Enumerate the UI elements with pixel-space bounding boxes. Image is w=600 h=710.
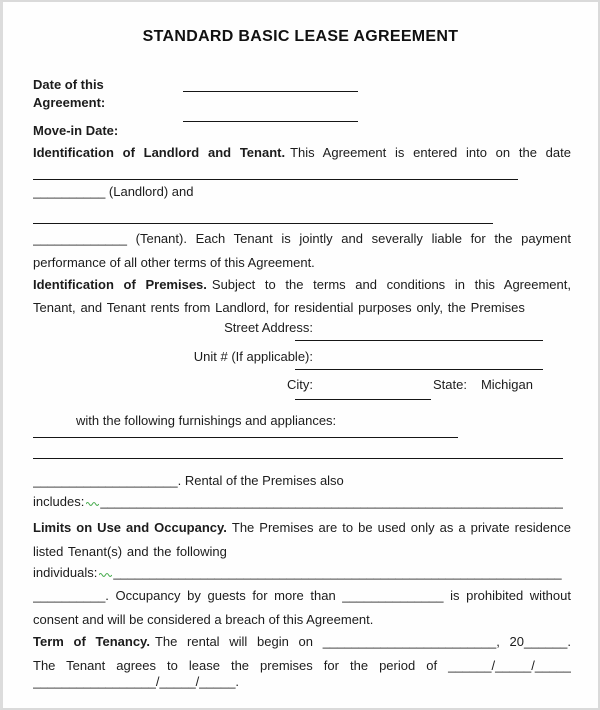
city-label: City: xyxy=(287,377,313,392)
term-heading: Term of Tenancy. xyxy=(33,634,150,649)
term-period-line: The Tenant agrees to lease the premises for the period of ______/_____/_____ xyxy=(33,658,571,673)
spellcheck-squiggle-icon xyxy=(99,564,112,582)
street-address-label: Street Address: xyxy=(224,320,313,335)
furnishings-blank-line-1 xyxy=(33,437,458,438)
date-of-agreement-label-line2: Agreement: xyxy=(33,95,106,110)
landlord-tenant-intro-line xyxy=(33,144,571,163)
premises-intro-text: Subject to the terms and conditions in this Agreement, xyxy=(211,277,571,292)
rental-premises-line: ____________________. Rental of the Premises also xyxy=(33,473,344,488)
date-of-agreement-label-line1: Date of this xyxy=(33,77,104,92)
state-row xyxy=(433,376,533,395)
includes-blank: ________________________________________________________________ xyxy=(100,494,564,509)
consent-line: consent and will be considered a breach of this Agreement. xyxy=(33,612,374,627)
landlord-line: __________ (Landlord) and xyxy=(33,184,194,199)
landlord-tenant-intro: This Agreement is entered into on the date xyxy=(290,145,571,160)
spellcheck-squiggle-icon xyxy=(86,493,99,511)
agreement-date-blank-line xyxy=(183,91,358,92)
premises-heading: Identification of Premises. xyxy=(33,277,207,292)
individuals-blank: ______________________________________________________________ xyxy=(113,565,562,580)
move-in-date-blank-line xyxy=(183,121,358,122)
unit-blank-line xyxy=(295,369,543,370)
street-address-blank-line xyxy=(295,340,543,341)
premises-intro-line1 xyxy=(33,276,571,295)
includes-label: includes: xyxy=(33,494,85,509)
furnishings-blank-line-2 xyxy=(33,458,563,459)
city-blank-line xyxy=(295,399,431,400)
landlord-name-blank-line xyxy=(33,179,518,180)
page-title: STANDARD BASIC LEASE AGREEMENT xyxy=(142,28,459,45)
move-in-date-label: Move-in Date: xyxy=(33,123,119,138)
occupancy-line1-text: The Premises are to be used only as a private residence xyxy=(231,520,571,535)
term-period-line2: _________________/_____/_____. xyxy=(33,674,240,689)
occupancy-line1 xyxy=(33,519,571,538)
term-line1 xyxy=(33,633,571,652)
tenant-line: _____________ (Tenant). Each Tenant is jointly and severally liable for the payment xyxy=(33,231,571,246)
occupancy-heading: Limits on Use and Occupancy. xyxy=(33,520,227,535)
guests-line: __________. Occupancy by guests for more than ______________ is prohibited without xyxy=(33,588,571,603)
state-value: Michigan xyxy=(480,377,533,392)
occupancy-line2: listed Tenant(s) and the following xyxy=(33,544,227,559)
unit-label: Unit # (If applicable): xyxy=(193,349,313,364)
furnishings-intro-line: with the following furnishings and appliances: xyxy=(76,413,337,428)
performance-line: performance of all other terms of this Agreement. xyxy=(33,255,315,270)
state-label: State: xyxy=(433,377,467,392)
premises-intro-line2: Tenant, and Tenant rents from Landlord, for residential purposes only, the Premises xyxy=(33,300,525,315)
landlord-tenant-heading: Identification of Landlord and Tenant. xyxy=(33,145,286,160)
individuals-line xyxy=(33,564,562,583)
individuals-label: individuals: xyxy=(33,565,98,580)
includes-line xyxy=(33,493,563,512)
tenant-name-blank-line xyxy=(33,223,493,224)
term-begin-text: The rental will begin on ________________________, 20______. xyxy=(154,634,571,649)
